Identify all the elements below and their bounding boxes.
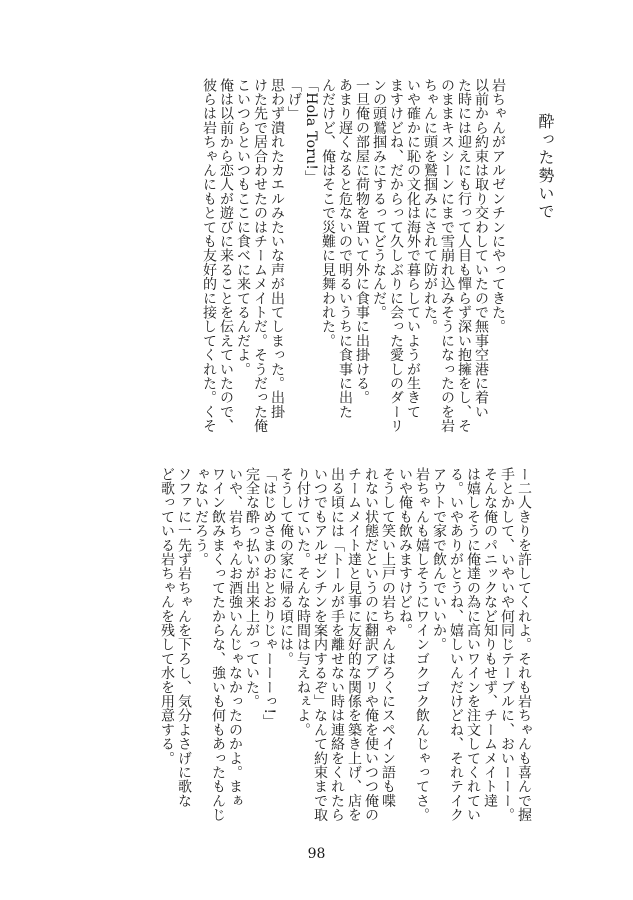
text-line: いつでもアルゼンチンを案内するぞ」なんて約束まで取 xyxy=(312,467,328,822)
text-line: こいつらといつもここに食べに来てるんだよ。 xyxy=(235,78,251,377)
text-line: り付けていた。そんな時間は与えねぇよ。 xyxy=(295,467,311,737)
text-line: 以前から約束は取り交わしていたので無事空港に着い xyxy=(473,78,489,419)
text-line: ちゃんに頭を鷲掴みにされて防がれた。 xyxy=(422,78,438,334)
text-line: いや確かに恥の文化は海外で暮らしていようが生きて xyxy=(405,78,421,419)
text-line: いや俺も飲みますけどね。 xyxy=(397,467,413,638)
text-line: のままキスシーンにまで雪崩れ込みそうになったのを岩 xyxy=(439,78,455,433)
text-line: 岩ちゃんも嬉しそうにワインゴクゴク飲んじゃってさ。 xyxy=(414,467,430,822)
text-line: は嬉しそうに俺達の為に高いワインを注文してくれてい xyxy=(465,467,481,822)
text-line: あまり遅くなると危ないので明るいうちに食事に出た xyxy=(337,78,353,419)
text-line: 「Hola Toru!」 xyxy=(303,78,319,185)
text-line: ソファに一先ず岩ちゃんを下ろし、気分よさげに歌な xyxy=(176,467,192,808)
text-line: 彼らは岩ちゃんにもとても友好的に接してくれた。くそ xyxy=(201,78,217,433)
text-line: アウトで家で飲んでいいか。 xyxy=(431,467,447,652)
text-line: ますけどね、だからって久しぶりに会った愛しのダーリ xyxy=(388,78,404,433)
text-line: 岩ちゃんがアルゼンチンにやってきた。 xyxy=(490,78,506,334)
text-line: けた先で居合わせたのはチームメイトだ。そうだった俺 xyxy=(252,78,268,433)
text-line: んだけど、俺はそこで災難に見舞われた。 xyxy=(320,78,336,348)
text-block-lower xyxy=(112,467,532,841)
text-line: た時には迎えにも行って人目も憚らず深い抱擁をし、そ xyxy=(456,78,472,433)
text-line: ど歌っている岩ちゃんを残して水を用意する。 xyxy=(159,467,175,766)
text-line: 一旦俺の部屋に荷物を置いて外に食事に出掛ける。 xyxy=(354,78,370,405)
text-line: 「はじめさまのおとおりじゃーーーっ!」 xyxy=(261,467,277,729)
text-line: そんな俺のパニックなど知りもせず、チームメイト達 xyxy=(482,467,498,808)
text-block-upper xyxy=(104,78,506,438)
text-line: そうして俺の家に帰る頃には。 xyxy=(278,467,294,666)
text-line: 完全な酔っ払いが出来上がっていた。 xyxy=(244,467,260,709)
text-line: る。いやありがとうね、嬉しいんだけどね、それテイク xyxy=(448,467,464,822)
text-line: 出る頃には「トールが手を離せない時は連絡をくれたら xyxy=(329,467,345,822)
text-line: チームメイト達と見事に友好的な関係を築き上げ、店を xyxy=(346,467,362,822)
text-line: ゃないだろう。 xyxy=(193,467,209,567)
text-line: ワイン飲みまくってたからな、強いも何もあったもんじ xyxy=(210,467,226,822)
chapter-title: 酔った勢いで xyxy=(536,113,555,221)
text-line: そうして笑い上戸の岩ちゃんはろくにスペイン語も喋 xyxy=(380,467,396,808)
text-line: ー二人きりを許してくれよ。それも岩ちゃんも喜んで握 xyxy=(516,467,532,822)
text-line: 俺は以前から恋人が遊びに来ることを伝えていたので、 xyxy=(218,78,234,433)
text-line: ンの頭鷲掴みにするってどうなんだ。 xyxy=(371,78,387,320)
page-number: 98 xyxy=(307,846,326,862)
text-line: れない状態だというのに翻訳アプリや俺を使いつつ俺の xyxy=(363,467,379,822)
text-line: いや、岩ちゃんお酒強いんじゃなかったのかよ。まぁ xyxy=(227,467,243,808)
text-line: 手とかして、いやいや何同じテーブルに、おいーーー。 xyxy=(499,467,515,822)
text-line: 「げ」 xyxy=(286,78,302,121)
text-line: 思わず潰れたカエルみたいな声が出てしまった。出掛 xyxy=(269,78,285,419)
